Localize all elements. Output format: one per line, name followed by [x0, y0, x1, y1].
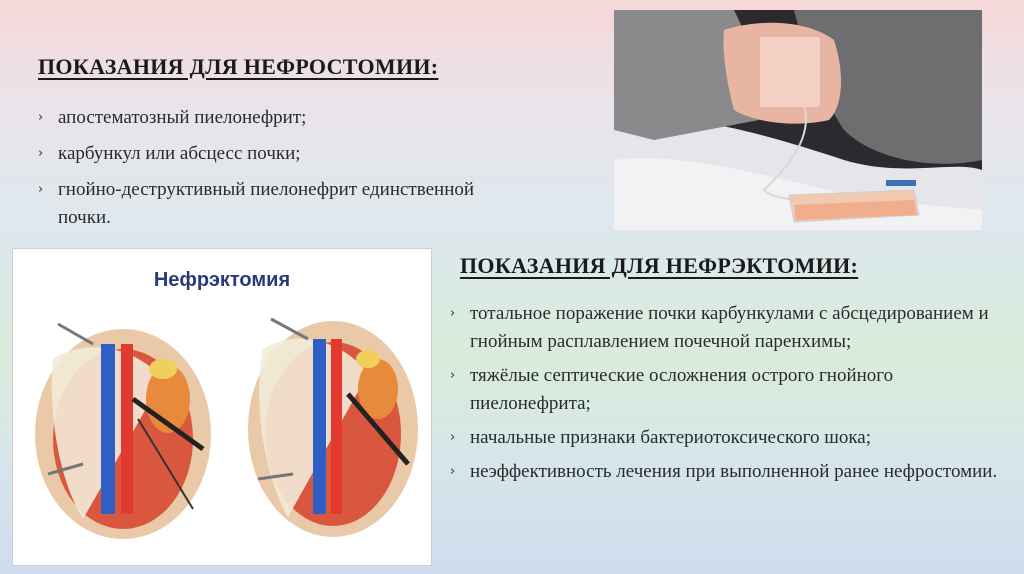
nephrostomy-photo: [614, 10, 982, 230]
nephrectomy-list: [448, 300, 1018, 492]
list-item-text: тяжёлые септические осложнения острого гнойного пиелонефрита;: [470, 365, 894, 414]
chevron-right-icon: ›: [450, 430, 456, 445]
list-item-text: начальные признаки бактериотоксического шока;: [470, 427, 872, 448]
list-item-text: карбункул или абсцесс почки;: [58, 143, 301, 164]
illustration-caption: Нефрэктомия: [153, 269, 291, 291]
nephrostomy-photo-drawing: [614, 10, 982, 230]
list-item: [36, 176, 496, 232]
list-item: [448, 300, 1018, 356]
list-item: [36, 104, 496, 132]
nephrectomy-drawing: [13, 249, 432, 566]
chevron-right-icon: ›: [38, 182, 44, 197]
nephrectomy-illustration: [12, 248, 432, 566]
list-item-text: апостематозный пиелонефрит;: [58, 107, 307, 128]
list-item: [36, 140, 496, 168]
chevron-right-icon: ›: [38, 146, 44, 161]
list-item: [448, 424, 1018, 452]
chevron-right-icon: ›: [38, 110, 44, 125]
list-item: [448, 458, 1018, 486]
list-item-text: неэффективность лечения при выполненной ранее нефростомии.: [470, 461, 998, 482]
list-item: [448, 362, 1018, 418]
chevron-right-icon: ›: [450, 368, 456, 383]
list-item-text: гнойно-деструктивный пиелонефрит единственной почки.: [58, 179, 475, 228]
chevron-right-icon: ›: [450, 306, 456, 321]
nephrectomy-title: ПОКАЗАНИЯ ДЛЯ НЕФРЭКТОМИИ:: [460, 253, 859, 278]
nephrostomy-list: [36, 104, 496, 240]
chevron-right-icon: ›: [450, 464, 456, 479]
list-item-text: тотальное поражение почки карбункулами с абсцедированием и гнойным расплавлением почечной паренхимы;: [470, 303, 989, 352]
nephrostomy-title: ПОКАЗАНИЯ ДЛЯ НЕФРОСТОМИИ:: [38, 54, 439, 79]
